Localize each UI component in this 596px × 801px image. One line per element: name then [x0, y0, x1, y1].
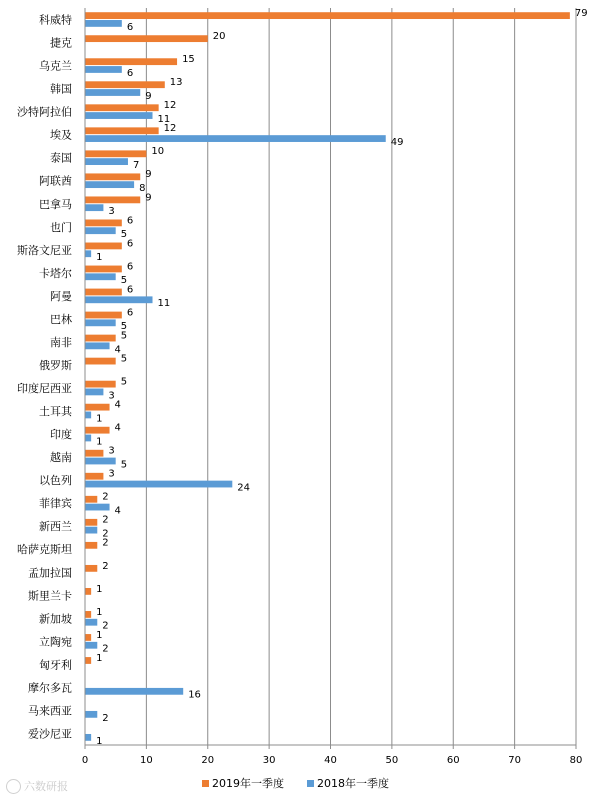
bar-2019q1	[85, 312, 122, 319]
category-label: 新加坡	[39, 612, 72, 626]
legend-swatch	[202, 780, 209, 787]
data-label: 2	[102, 620, 109, 632]
watermark-text: 六数研报	[24, 780, 68, 793]
category-label: 南非	[50, 335, 72, 349]
data-label: 12	[163, 123, 177, 135]
x-tick-label: 10	[140, 755, 153, 766]
x-tick-label: 50	[385, 755, 399, 766]
category-label: 印度	[50, 428, 72, 442]
data-label: 5	[120, 376, 128, 388]
category-label: 科威特	[39, 13, 72, 27]
bar-2019q1	[85, 542, 97, 549]
data-label: 4	[114, 505, 121, 517]
data-label: 6	[126, 261, 134, 273]
category-label: 斯洛文尼亚	[17, 243, 72, 257]
bar-2019q1	[85, 381, 116, 388]
x-tick-label: 40	[324, 755, 337, 766]
category-label: 哈萨克斯坦	[17, 543, 72, 557]
bar-2019q1	[85, 565, 97, 572]
bar-2018q1	[85, 181, 134, 188]
watermark-logo-icon	[6, 779, 21, 794]
category-label: 斯里兰卡	[28, 589, 72, 603]
data-label: 6	[126, 21, 134, 33]
bar-2018q1	[85, 319, 116, 326]
data-label: 2	[102, 491, 109, 503]
legend-label: 2019年一季度	[212, 777, 284, 790]
bar-2018q1	[85, 112, 153, 119]
bar-2019q1	[85, 473, 103, 480]
data-label: 5	[120, 459, 128, 471]
bar-2018q1	[85, 481, 232, 488]
bar-2018q1	[85, 711, 97, 718]
data-label: 1	[96, 583, 103, 595]
x-tick-label: 0	[81, 755, 89, 766]
category-label: 捷克	[50, 36, 72, 50]
data-label: 2	[102, 528, 109, 540]
legend-label: 2018年一季度	[317, 777, 389, 790]
data-label: 4	[114, 344, 121, 356]
data-label: 5	[120, 275, 128, 287]
data-label: 1	[96, 413, 103, 425]
data-label: 1	[96, 606, 103, 618]
data-label: 5	[120, 353, 128, 365]
data-label: 3	[108, 468, 115, 480]
bar-2018q1	[85, 642, 97, 649]
data-label: 3	[108, 445, 115, 457]
gridlines	[146, 8, 576, 745]
data-label: 2	[102, 712, 109, 724]
data-label: 16	[188, 689, 201, 701]
data-label: 6	[126, 67, 134, 79]
data-label: 2	[102, 643, 109, 655]
bar-2019q1	[85, 519, 97, 526]
data-label: 8	[139, 183, 146, 195]
data-label: 2	[102, 514, 109, 526]
data-label: 12	[163, 100, 177, 112]
category-label: 韩国	[50, 82, 72, 96]
category-label: 立陶宛	[39, 635, 72, 649]
data-label: 1	[96, 629, 103, 641]
data-label: 6	[126, 238, 134, 250]
category-label: 沙特阿拉伯	[17, 105, 72, 119]
data-label: 1	[96, 652, 103, 664]
bar-2019q1	[85, 450, 103, 457]
bar-2018q1	[85, 227, 116, 234]
bar-2019q1	[85, 266, 122, 273]
category-label: 新西兰	[39, 520, 72, 534]
category-label: 印度尼西亚	[17, 382, 72, 396]
x-tick-label: 60	[446, 755, 460, 766]
category-label: 卡塔尔	[39, 266, 72, 280]
bar-2019q1	[85, 657, 91, 664]
bar-2018q1	[85, 412, 91, 419]
bar-2018q1	[85, 688, 183, 695]
bar-2019q1	[85, 427, 110, 434]
data-label: 1	[96, 252, 103, 264]
category-label: 摩尔多瓦	[28, 681, 72, 695]
x-tick-label: 20	[201, 755, 215, 766]
bar-2019q1	[85, 150, 146, 157]
data-label: 2	[102, 537, 109, 549]
data-label: 1	[96, 735, 103, 747]
category-label: 土耳其	[39, 405, 72, 419]
watermark	[6, 778, 68, 794]
category-label: 乌克兰	[39, 59, 72, 73]
x-tick-label: 80	[569, 755, 583, 766]
bar-2019q1	[85, 81, 165, 88]
category-label: 巴林	[50, 312, 72, 326]
bar-2019q1	[85, 611, 91, 618]
bar-2018q1	[85, 89, 140, 96]
data-label: 5	[120, 330, 128, 342]
data-label: 2	[102, 560, 109, 572]
bar-2019q1	[85, 496, 97, 503]
bar-2019q1	[85, 358, 116, 365]
data-label: 6	[126, 284, 134, 296]
bar-2018q1	[85, 389, 103, 396]
data-label: 3	[108, 390, 115, 402]
bar-2018q1	[85, 135, 386, 142]
data-label: 10	[151, 146, 165, 158]
bar-2019q1	[85, 35, 208, 42]
bar-2019q1	[85, 588, 91, 595]
category-label: 以色列	[39, 474, 72, 488]
data-label: 9	[145, 169, 152, 181]
category-label: 越南	[50, 451, 72, 465]
bar-2019q1	[85, 173, 140, 180]
bar-2019q1	[85, 196, 140, 203]
bar-2018q1	[85, 158, 128, 165]
x-tick-label: 30	[262, 755, 276, 766]
category-label: 巴拿马	[39, 197, 72, 211]
data-label: 5	[120, 229, 128, 241]
bar-2019q1	[85, 289, 122, 296]
bar-2019q1	[85, 243, 122, 250]
category-label: 泰国	[50, 151, 72, 165]
data-label: 9	[145, 90, 152, 102]
data-label: 3	[108, 206, 115, 218]
data-label: 20	[212, 31, 226, 43]
data-label: 11	[157, 113, 171, 125]
bar-2019q1	[85, 12, 570, 19]
data-label: 49	[390, 136, 404, 148]
data-label: 6	[126, 307, 134, 319]
bar-2018q1	[85, 66, 122, 73]
bar-2018q1	[85, 435, 91, 442]
data-label: 6	[126, 215, 134, 227]
category-label: 匈牙利	[39, 658, 72, 672]
category-label: 菲律宾	[39, 497, 72, 511]
bar-2018q1	[85, 296, 153, 303]
bar-2019q1	[85, 127, 159, 134]
bar-2018q1	[85, 20, 122, 27]
bar-2019q1	[85, 104, 159, 111]
data-label: 4	[114, 399, 121, 411]
bar-2019q1	[85, 335, 116, 342]
category-label: 阿曼	[50, 289, 72, 303]
bar-2018q1	[85, 342, 110, 349]
x-tick-label: 70	[508, 755, 521, 766]
data-label: 24	[237, 482, 251, 494]
data-label: 4	[114, 422, 121, 434]
data-label: 15	[182, 54, 195, 66]
data-label: 5	[120, 321, 128, 333]
bar-2019q1	[85, 404, 110, 411]
bar-2018q1	[85, 204, 103, 211]
category-label: 埃及	[50, 128, 72, 142]
bar-2019q1	[85, 58, 177, 65]
category-label: 俄罗斯	[39, 358, 72, 372]
data-label: 11	[157, 298, 171, 310]
bar-2018q1	[85, 734, 91, 741]
bar-2018q1	[85, 250, 91, 257]
category-label: 爱沙尼亚	[28, 727, 72, 741]
bar-2018q1	[85, 527, 97, 534]
bar-2018q1	[85, 273, 116, 280]
bar-2018q1	[85, 504, 110, 511]
category-label: 阿联酋	[39, 174, 72, 188]
category-label: 马来西亚	[28, 704, 72, 718]
data-label: 1	[96, 436, 103, 448]
bar-2018q1	[85, 458, 116, 465]
category-label: 也门	[50, 220, 72, 234]
legend-swatch	[307, 780, 314, 787]
legend	[202, 776, 389, 790]
bar-2018q1	[85, 619, 97, 626]
data-label: 9	[145, 192, 152, 204]
category-label: 孟加拉国	[28, 566, 72, 580]
bar-2019q1	[85, 634, 91, 641]
data-label: 13	[169, 77, 183, 89]
data-label: 7	[132, 160, 140, 172]
bar-2019q1	[85, 219, 122, 226]
data-label: 79	[574, 8, 588, 20]
